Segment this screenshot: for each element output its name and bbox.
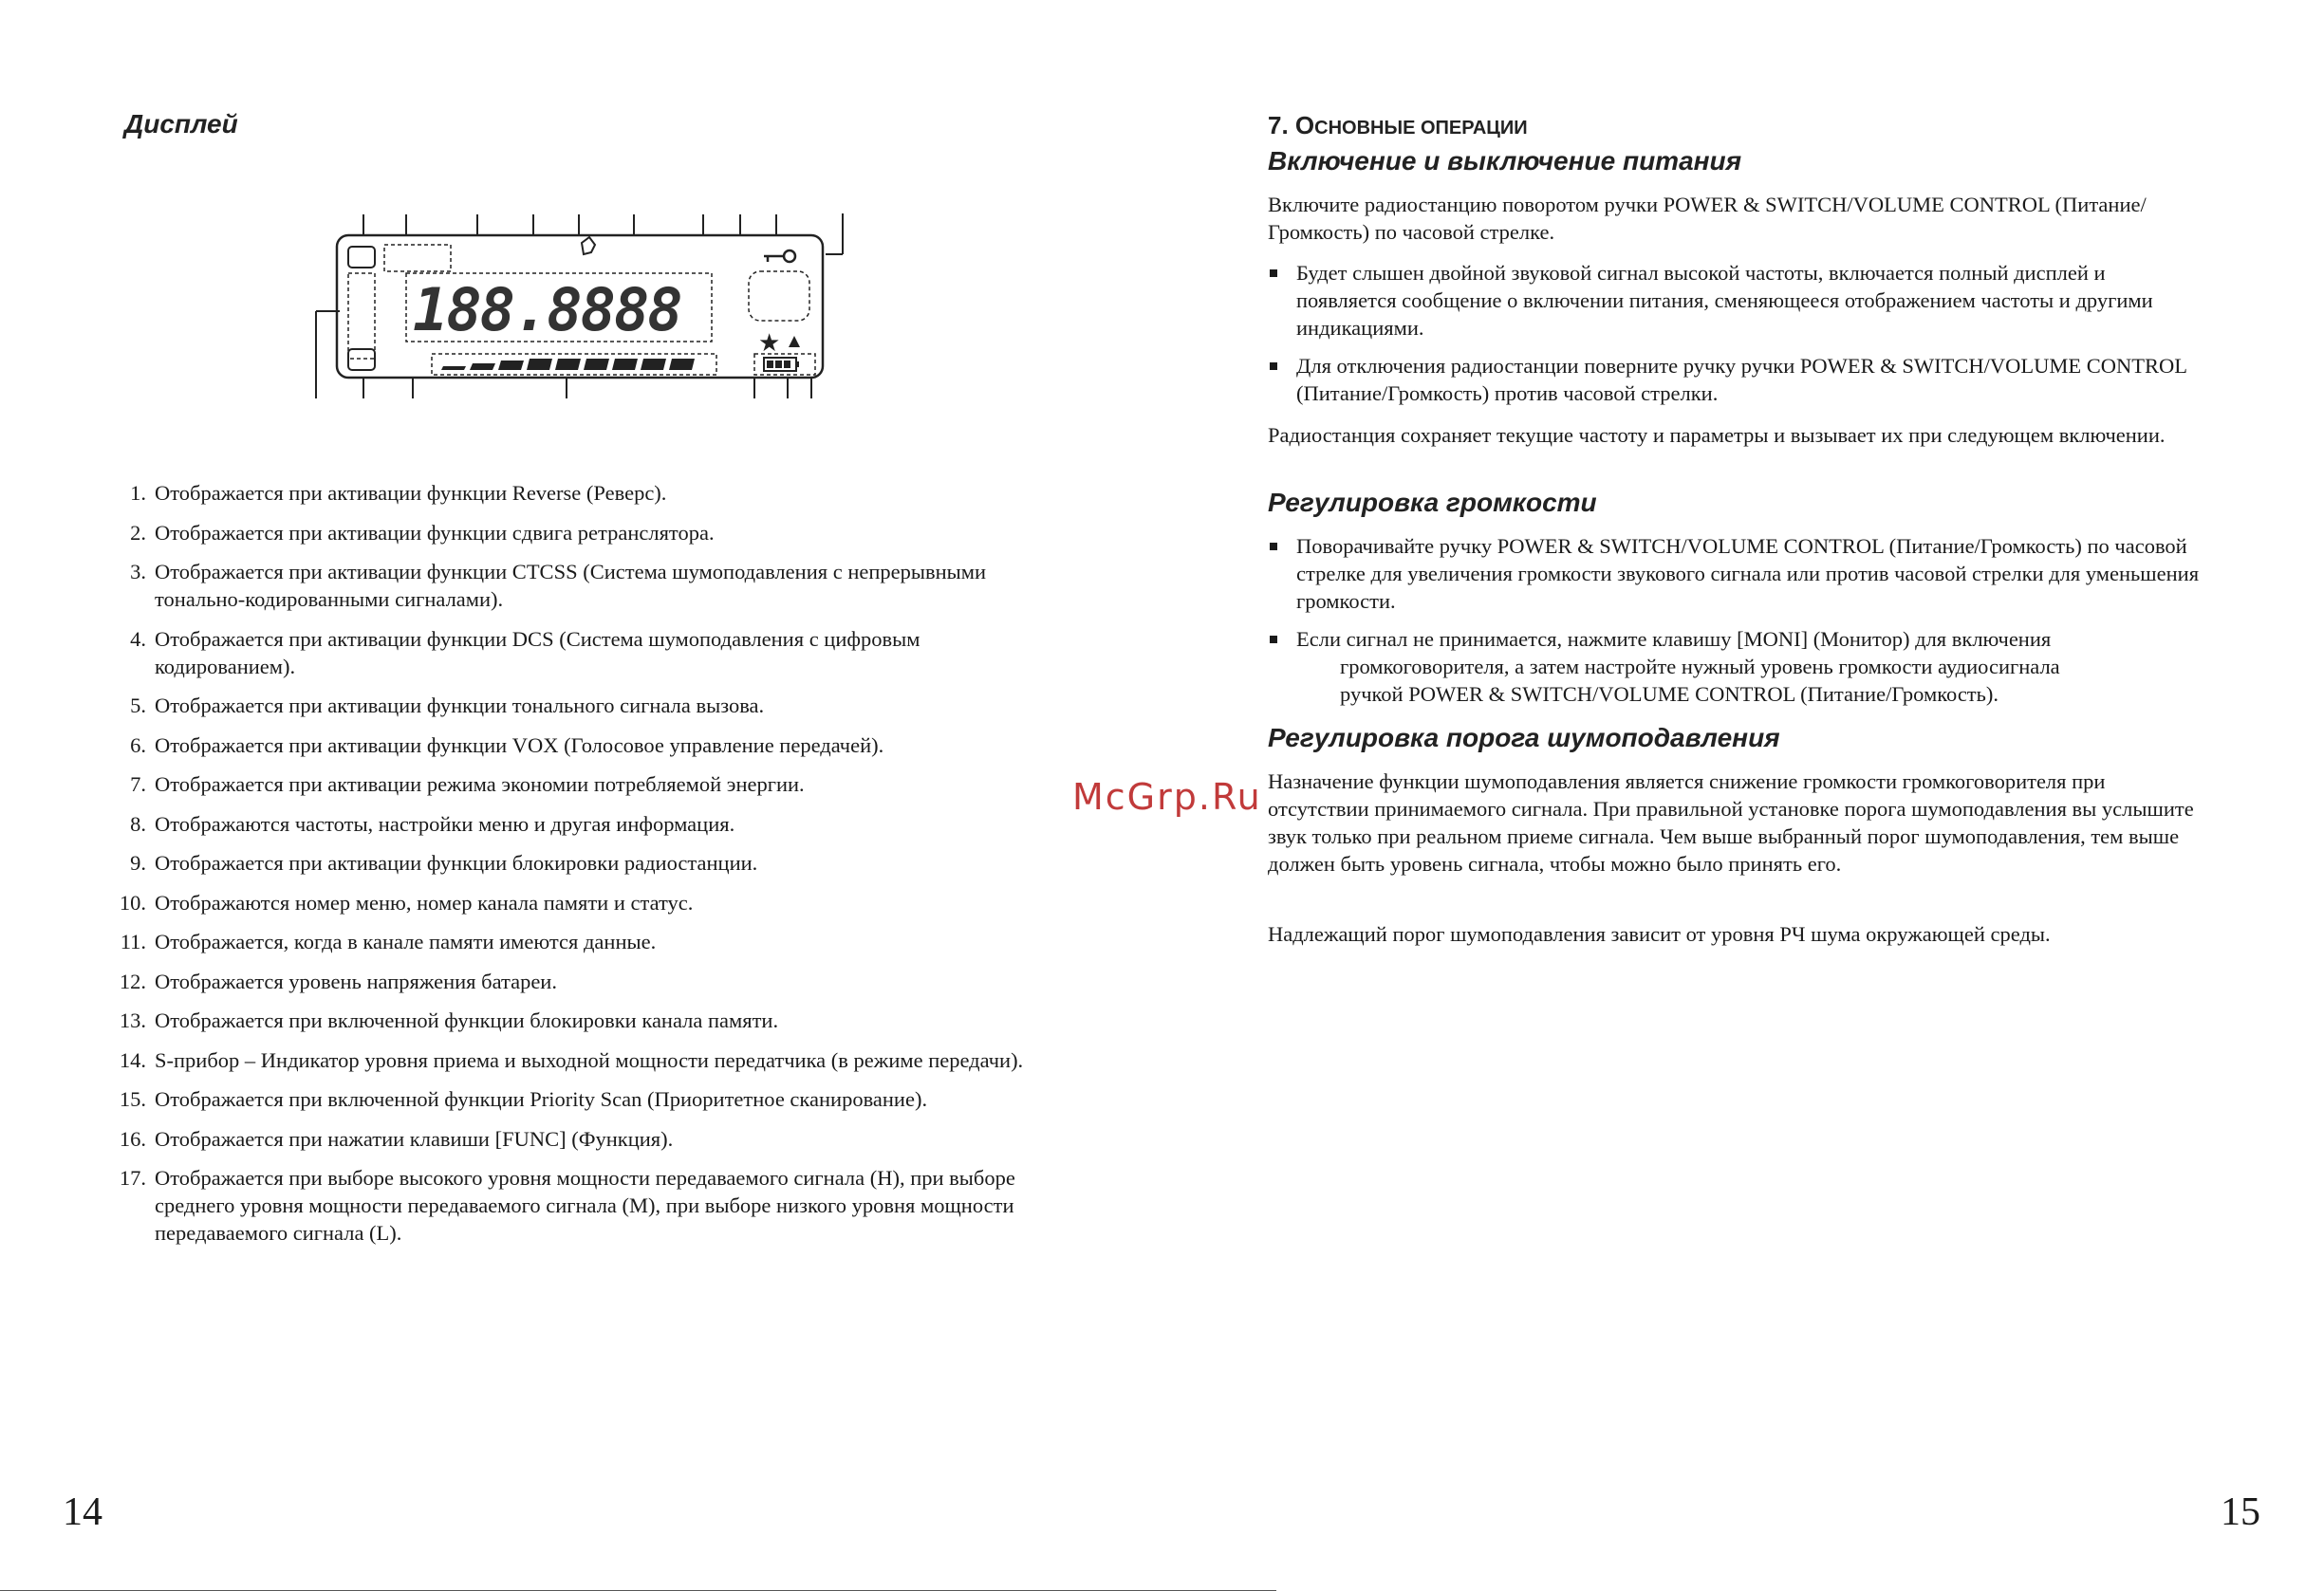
list-item: Для отключения радиостанции поверните ручку ручки POWER & SWITCH/VOLUME CONTROL (Питание/Громкость) против часовой стрелки.	[1268, 352, 2203, 407]
lcd-display-diagram	[308, 207, 849, 406]
power-outro: Радиостанция сохраняет текущие частоту и параметры и вызывает их при следующем включении.	[1268, 423, 2166, 447]
page-number-right: 15	[2221, 1490, 2260, 1534]
power-bullets	[1268, 259, 2203, 417]
list-item: 12. Отображается уровень напряжения батареи.	[119, 969, 557, 993]
list-item: 8. Отображаются частоты, настройки меню и другая информация.	[130, 811, 735, 836]
section-title: 7. ОСНОВНЫЕ ОПЕРАЦИИ	[1268, 111, 1528, 139]
display-heading: Дисплей	[124, 109, 238, 139]
list-item: 11. Отображается, когда в канале памяти имеются данные.	[120, 930, 657, 953]
list-item: 5. Отображается при активации функции тонального сигнала вызова.	[130, 694, 765, 717]
list-item: 3. Отображается при активации функции CTCSS (Система шумоподавления с непрерывными тонально-кодированными сигналами).	[130, 560, 987, 611]
squelch-para-1: Назначение функции шумоподавления является снижение громкости громкоговорителя при отсутствии принимаемого сигнала. При правильной установке порога шумоподавления вы услышите звук только при реальном приеме сигнала. Чем выше выбранный порог шумоподавления, тем выше должен быть уровень сигнала, чтобы можно было принять его.	[1268, 769, 2194, 876]
power-heading: Включение и выключение питания	[1268, 146, 1742, 176]
list-item: Поворачивайте ручку POWER & SWITCH/VOLUME CONTROL (Питание/Громкость) по часовой стрелке для увеличения громкости звукового сигнала или против часовой стрелки для уменьшения громкости.	[1268, 532, 2203, 615]
list-item: 10. Отображаются номер меню, номер канала памяти и статус.	[119, 890, 694, 915]
lcd-digits: 188.8888	[413, 275, 681, 344]
page-number-left: 14	[63, 1490, 102, 1534]
list-item: 13. Отображается при включенной функции блокировки канала памяти.	[119, 1008, 779, 1032]
list-item: 17. Отображается при выборе высокого уровня мощности передаваемого сигнала (H), при выборе среднего уровня мощности передаваемого сигнала (M), при выборе низкого уровня мощности передаваемого сигнала (L).	[119, 1166, 1015, 1245]
list-item: 1. Отображается при активации функции Reverse (Реверс).	[130, 481, 667, 505]
squelch-heading: Регулировка порога шумоподавления	[1268, 723, 1780, 752]
display-legend-list	[114, 479, 1053, 1259]
watermark: McGrp.Ru	[1072, 776, 1262, 818]
list-item: 16. Отображается при нажатии клавиши [FUNC] (Функция).	[119, 1126, 674, 1151]
list-item: 6. Отображается при активации функции VOX (Голосовое управление передачей).	[130, 732, 884, 757]
list-item: Будет слышен двойной звуковой сигнал высокой частоты, включается полный дисплей и появляется сообщение о включении питания, сменяющееся отображением частоты и другими индикациями.	[1268, 259, 2203, 342]
power-intro: Включите радиостанцию поворотом ручки POWER & SWITCH/VOLUME CONTROL (Питание/Громкость) по часовой стрелке.	[1268, 193, 2147, 244]
list-item: 7. Отображается при активации режима экономии потребляемой энергии.	[130, 772, 805, 796]
list-item: 14. S-прибор – Индикатор уровня приема и выходной мощности передатчика (в режиме передачи).	[119, 1047, 1024, 1072]
list-item: 4. Отображается при активации функции DCS (Система шумоподавления с цифровым кодированием).	[130, 626, 920, 678]
volume-bullets	[1268, 532, 2203, 718]
volume-heading: Регулировка громкости	[1268, 488, 1597, 517]
svg-text:★: ★	[758, 329, 781, 358]
list-item: Если сигнал не принимается, нажмите клавишу [MONI] (Монитор) для включения громкоговорителя, а затем настройте нужный уровень громкости аудиосигнала ручкой POWER & SWITCH/VOLUME CONTROL (Питание/Громкость).	[1268, 625, 2203, 708]
list-item: 15. Отображается при включенной функции Priority Scan (Приоритетное сканирование).	[119, 1087, 928, 1111]
list-item: 2. Отображается при активации функции сдвига ретранслятора.	[130, 520, 715, 545]
squelch-para-2: Надлежащий порог шумоподавления зависит от уровня РЧ шума окружающей среды.	[1268, 922, 2051, 946]
list-item: 9. Отображается при активации функции блокировки радиостанции.	[130, 851, 758, 875]
